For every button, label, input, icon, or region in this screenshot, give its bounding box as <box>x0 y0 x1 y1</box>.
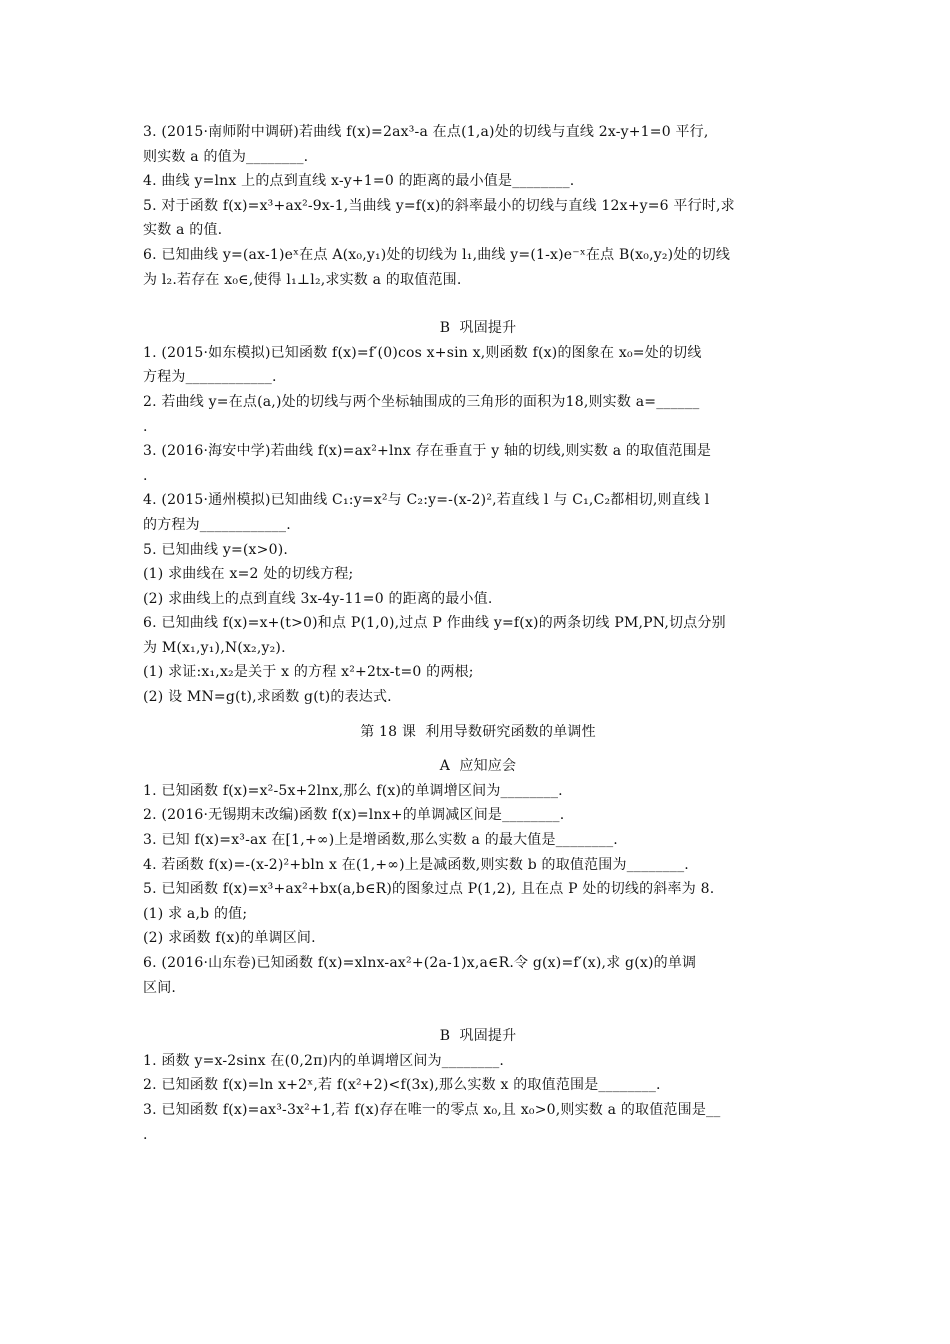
text-line: 5. 已知函数 f(x)=x³+ax²+bx(a,b∈R)的图象过点 P(1,2), 且在点 P 处的切线的斜率为 8. <box>143 881 715 898</box>
text-line: 为 l₂.若存在 x₀∈,使得 l₁⊥l₂,求实数 a 的取值范围. <box>143 271 462 288</box>
text-line: (2) 设 MN=g(t),求函数 g(t)的表达式. <box>143 689 392 706</box>
section-heading: A 应知应会 <box>439 758 517 775</box>
section-heading: B 巩固提升 <box>439 1028 517 1045</box>
text-line: 区间. <box>143 979 177 996</box>
text-line: (1) 求证:x₁,x₂是关于 x 的方程 x²+2tx-t=0 的两根; <box>143 664 474 681</box>
text-line: 2. 已知函数 f(x)=ln x+2ˣ,若 f(x²+2)<f(3x),那么实数 x 的取值范围是________. <box>143 1077 661 1094</box>
text-line: 4. 曲线 y=lnx 上的点到直线 x-y+1=0 的距离的最小值是________. <box>143 173 575 190</box>
document-page <box>143 120 813 1147</box>
text-line: 则实数 a 的值为________. <box>143 148 309 165</box>
text-line: 4. 若函数 f(x)=-(x-2)²+bln x 在(1,+∞)上是减函数,则实数 b 的取值范围为________. <box>143 856 689 873</box>
text-line: 1. (2015·如东模拟)已知函数 f(x)=f′(0)cos x+sin x,则函数 f(x)的图象在 x₀=处的切线 <box>143 344 702 361</box>
problem-block-b2 <box>143 1049 813 1147</box>
text-line: (2) 求曲线上的点到直线 3x-4y-11=0 的距离的最小值. <box>143 590 493 607</box>
text-line: (1) 求曲线在 x=2 处的切线方程; <box>143 566 354 583</box>
text-line: 2. 若曲线 y=在点(a,)处的切线与两个坐标轴围成的三角形的面积为18,则实数 a=______ <box>143 393 700 410</box>
text-line: 3. (2016·海安中学)若曲线 f(x)=ax²+lnx 存在垂直于 y 轴的切线,则实数 a 的取值范围是 <box>143 443 712 460</box>
text-line: . <box>143 1126 148 1143</box>
text-line: 的方程为____________. <box>143 516 291 533</box>
problem-block-a <box>143 779 813 1000</box>
text-line: . <box>143 467 148 484</box>
lesson-title: 第 18 课 利用导数研究函数的单调性 <box>360 723 596 740</box>
text-line: 5. 对于函数 f(x)=x³+ax²-9x-1,当曲线 y=f(x)的斜率最小的切线与直线 12x+y=6 平行时,求 <box>143 197 735 214</box>
text-line: 为 M(x₁,y₁),N(x₂,y₂). <box>143 639 286 656</box>
text-line: 2. (2016·无锡期末改编)函数 f(x)=lnx+的单调减区间是________. <box>143 807 565 824</box>
problem-block-a-continued <box>143 120 813 292</box>
text-line: 1. 函数 y=x-2sinx 在(0,2π)内的单调增区间为________. <box>143 1052 505 1069</box>
section-heading: B 巩固提升 <box>439 320 517 337</box>
text-line: . <box>143 418 148 435</box>
text-line: 3. 已知 f(x)=x³-ax 在[1,+∞)上是增函数,那么实数 a 的最大值是________. <box>143 832 618 849</box>
text-line: 6. 已知曲线 y=(ax-1)eˣ在点 A(x₀,y₁)处的切线为 l₁,曲线 y=(1-x)e⁻ˣ在点 B(x₀,y₂)处的切线 <box>143 246 731 263</box>
text-line: (2) 求函数 f(x)的单调区间. <box>143 930 316 947</box>
text-line: (1) 求 a,b 的值; <box>143 905 248 922</box>
text-line: 方程为____________. <box>143 369 277 386</box>
text-line: 3. (2015·南师附中调研)若曲线 f(x)=2ax³-a 在点(1,a)处的切线与直线 2x-y+1=0 平行, <box>143 124 709 140</box>
text-line: 4. (2015·通州模拟)已知曲线 C₁:y=x²与 C₂:y=-(x-2)²,若直线 l 与 C₁,C₂都相切,则直线 l <box>143 492 710 509</box>
text-line: 实数 a 的值. <box>143 222 223 239</box>
text-line: 6. (2016·山东卷)已知函数 f(x)=xlnx-ax²+(2a-1)x,a∈R.令 g(x)=f′(x),求 g(x)的单调 <box>143 955 697 971</box>
text-line: 6. 已知曲线 f(x)=x+(t>0)和点 P(1,0),过点 P 作曲线 y=f(x)的两条切线 PM,PN,切点分别 <box>143 615 726 632</box>
text-line: 5. 已知曲线 y=(x>0). <box>143 541 289 558</box>
problem-block-b1 <box>143 341 813 710</box>
text-line: 3. 已知函数 f(x)=ax³-3x²+1,若 f(x)存在唯一的零点 x₀,且 x₀>0,则实数 a 的取值范围是__ <box>143 1101 721 1118</box>
text-line: 1. 已知函数 f(x)=x²-5x+2lnx,那么 f(x)的单调增区间为________. <box>143 782 563 799</box>
